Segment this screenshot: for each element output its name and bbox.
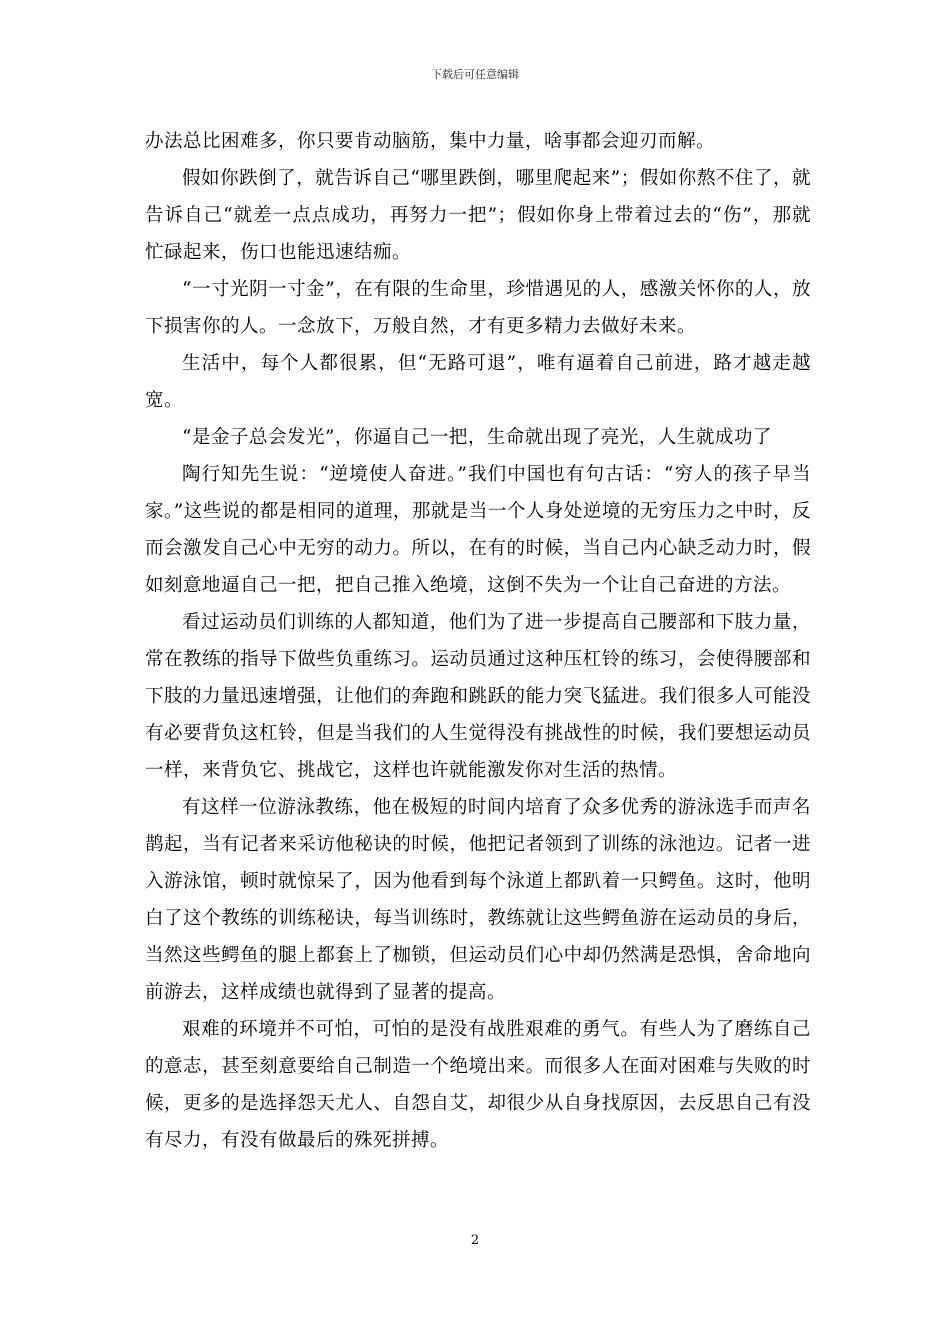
paragraph: 看过运动员们训练的人都知道，他们为了进一步提高自己腰部和下肢力量，常在教练的指导下做些负重练习。运动员通过这种压杠铃的练习，会使得腰部和下肢的力量迅速增强，让他们的奔跑和跳跃的能力突飞猛进。我们很多人可能没有必要背负这杠铃，但是当我们的人生觉得没有挑战性的时候，我们要想运动员一样，来背负它、挑战它，这样也许就能激发你对生活的热情。 xyxy=(145,612,811,781)
document-body xyxy=(145,123,811,1159)
page-number: 2 xyxy=(470,1233,480,1248)
page-header: 下载后可任意编辑 xyxy=(431,68,519,81)
paragraph: 办法总比困难多，你只要肯动脑筋，集中力量，啥事都会迎刃而解。 xyxy=(145,131,716,152)
paragraph: 陶行知先生说：“逆境使人奋进。”我们中国也有句古话：“穷人的孩子早当家。”这些说的都是相同的道理，那就是当一个人身处逆境的无穷压力之中时，反而会激发自己心中无穷的动力。所以，在有的时候，当自己内心缺乏动力时，假如刻意地逼自己一把，把自己推入绝境，这倒不失为一个让自己奋进的方法。 xyxy=(145,464,811,596)
paragraph: “一寸光阴一寸金”，在有限的生命里，珍惜遇见的人，感激关怀你的人，放下损害你的人。一念放下，万般自然，才有更多精力去做好未来。 xyxy=(145,279,811,337)
paragraph: “是金子总会发光”，你逼自己一把，生命就出现了亮光，人生就成功了 xyxy=(182,427,772,448)
paragraph: 假如你跌倒了，就告诉自己“哪里跌倒，哪里爬起来”；假如你熬不住了，就告诉自己“就差一点点成功，再努力一把”；假如你身上带着过去的“伤”，那就忙碌起来，伤口也能迅速结痂。 xyxy=(145,168,811,263)
paragraph: 有这样一位游泳教练，他在极短的时间内培育了众多优秀的游泳选手而声名鹊起，当有记者来采访他秘诀的时候，他把记者领到了训练的泳池边。记者一进入游泳馆，顿时就惊呆了，因为他看到每个泳道上都趴着一只鳄鱼。这时，他明白了这个教练的训练秘诀，每当训练时，教练就让这些鳄鱼游在运动员的身后，当然这些鳄鱼的腿上都套上了枷锁，但运动员们心中却仍然满是恐惧，舍命地向前游去，这样成绩也就得到了显著的提高。 xyxy=(145,797,811,1003)
paragraph: 艰难的环境并不可怕，可怕的是没有战胜艰难的勇气。有些人为了磨练自己的意志，甚至刻意要给自己制造一个绝境出来。而很多人在面对困难与失败的时候，更多的是选择怨天尤人、自怨自艾，却很少从自身找原因，去反思自己有没有尽力，有没有做最后的殊死拼搏。 xyxy=(145,1019,811,1151)
paragraph: 生活中，每个人都很累，但“无路可退”，唯有逼着自己前进，路才越走越宽。 xyxy=(145,353,811,411)
